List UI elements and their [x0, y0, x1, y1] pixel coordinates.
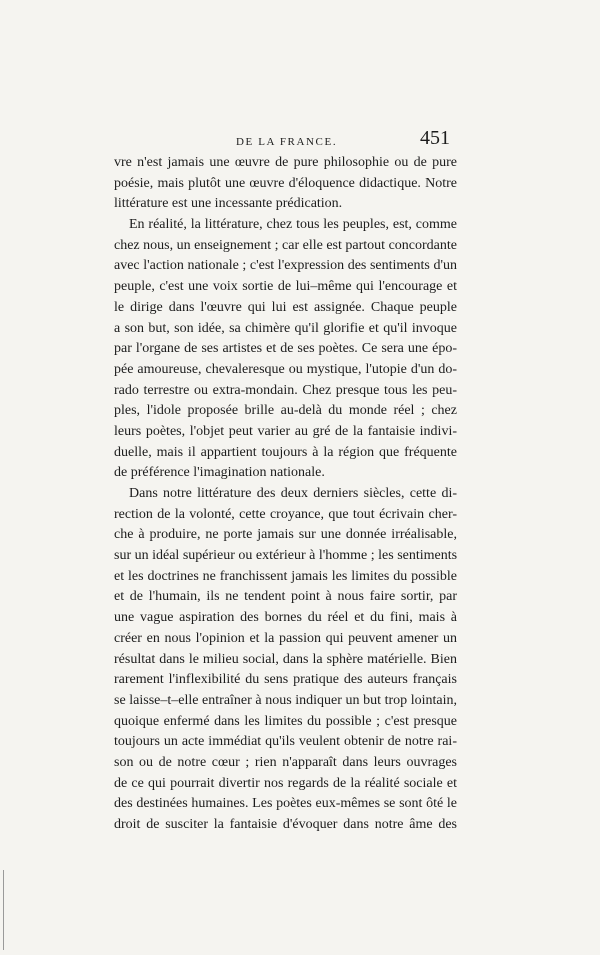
text-line: rarement l'inflexibilité du sens pratique des auteurs français: [114, 672, 457, 688]
text-line: toujours un acte immédiat qu'ils veulent obtenir de notre rai-: [114, 734, 457, 750]
page-number: 451: [420, 127, 450, 149]
text-line: vre n'est jamais une œuvre de pure philosophie ou de pure: [114, 155, 457, 170]
text-line: rado terrestre ou extra-mondain. Chez presque tous les peu-: [114, 382, 457, 398]
text-line: a son but, son idée, sa chimère qu'il glorifie et qu'il invoque: [114, 320, 457, 336]
text-line: et les doctrines ne franchissent jamais les limites du possible: [114, 568, 457, 584]
text-line: le dirige dans l'œuvre qui lui est assignée. Chaque peuple: [114, 299, 457, 315]
text-line: et de l'humain, ils ne tendent point à nous faire sortir, par: [114, 589, 457, 605]
text-line: poésie, mais plutôt une œuvre d'éloquence didactique. Notre: [114, 175, 457, 191]
text-line: résultat dans le milieu social, dans la sphère matérielle. Bien: [114, 651, 457, 667]
text-line: duelle, mais il appartient toujours à la région que fréquente: [114, 444, 457, 460]
text-line: En réalité, la littérature, chez tous les peuples, est, comme: [129, 217, 457, 233]
scan-edge-line: [3, 870, 4, 950]
text-line: littérature est une incessante prédication.: [114, 196, 343, 212]
text-line: chez nous, un enseignement ; car elle est partout concordante: [114, 237, 457, 253]
text-line: che à produire, ne porte jamais sur une donnée irréalisable,: [114, 527, 457, 543]
text-line: par l'organe de ses artistes et de ses poètes. Ce sera une épo-: [114, 341, 457, 357]
text-line: avec l'action nationale ; c'est l'expression des sentiments d'un: [114, 258, 457, 274]
text-line: des destinées humaines. Les poètes eux-mêmes se sont ôté le: [114, 796, 457, 812]
text-line: peuple, c'est une voix sortie de lui–même qui l'encourage et: [114, 279, 457, 295]
text-line: pée amoureuse, chevaleresque ou mystique, l'utopie d'un do-: [114, 361, 457, 377]
text-line: se laisse–t–elle entraîner à nous indiquer un but trop lointain,: [114, 692, 457, 708]
text-line: rection de la volonté, cette croyance, que tout écrivain cher-: [114, 506, 457, 522]
body-text: [114, 153, 457, 836]
text-line: Dans notre littérature des deux derniers siècles, cette di-: [129, 486, 457, 501]
text-line: de préférence l'imagination nationale.: [114, 465, 325, 481]
text-line: de ce qui pourrait divertir nos regards de la réalité sociale et: [114, 775, 457, 791]
text-line: son ou de notre cœur ; rien n'apparaît dans leurs ouvrages: [114, 754, 457, 770]
text-line: sur un idéal supérieur ou extérieur à l'homme ; les sentiments: [114, 548, 458, 564]
text-line: quoique enfermé dans les limites du possible ; c'est presque: [114, 713, 457, 729]
running-title: DE LA FRANCE.: [236, 136, 338, 148]
text-line: ples, l'idole proposée brille au-delà du monde réel ; chez: [114, 403, 457, 419]
text-line: créer en nous l'opinion et la passion qui peuvent amener un: [114, 630, 457, 646]
text-line: une vague aspiration des bornes du réel et du fini, mais à: [114, 610, 457, 626]
text-line: droit de susciter la fantaisie d'évoquer dans notre âme des: [114, 817, 457, 832]
text-line: leurs poètes, l'objet peut varier au gré de la fantaisie indivi-: [114, 423, 457, 439]
